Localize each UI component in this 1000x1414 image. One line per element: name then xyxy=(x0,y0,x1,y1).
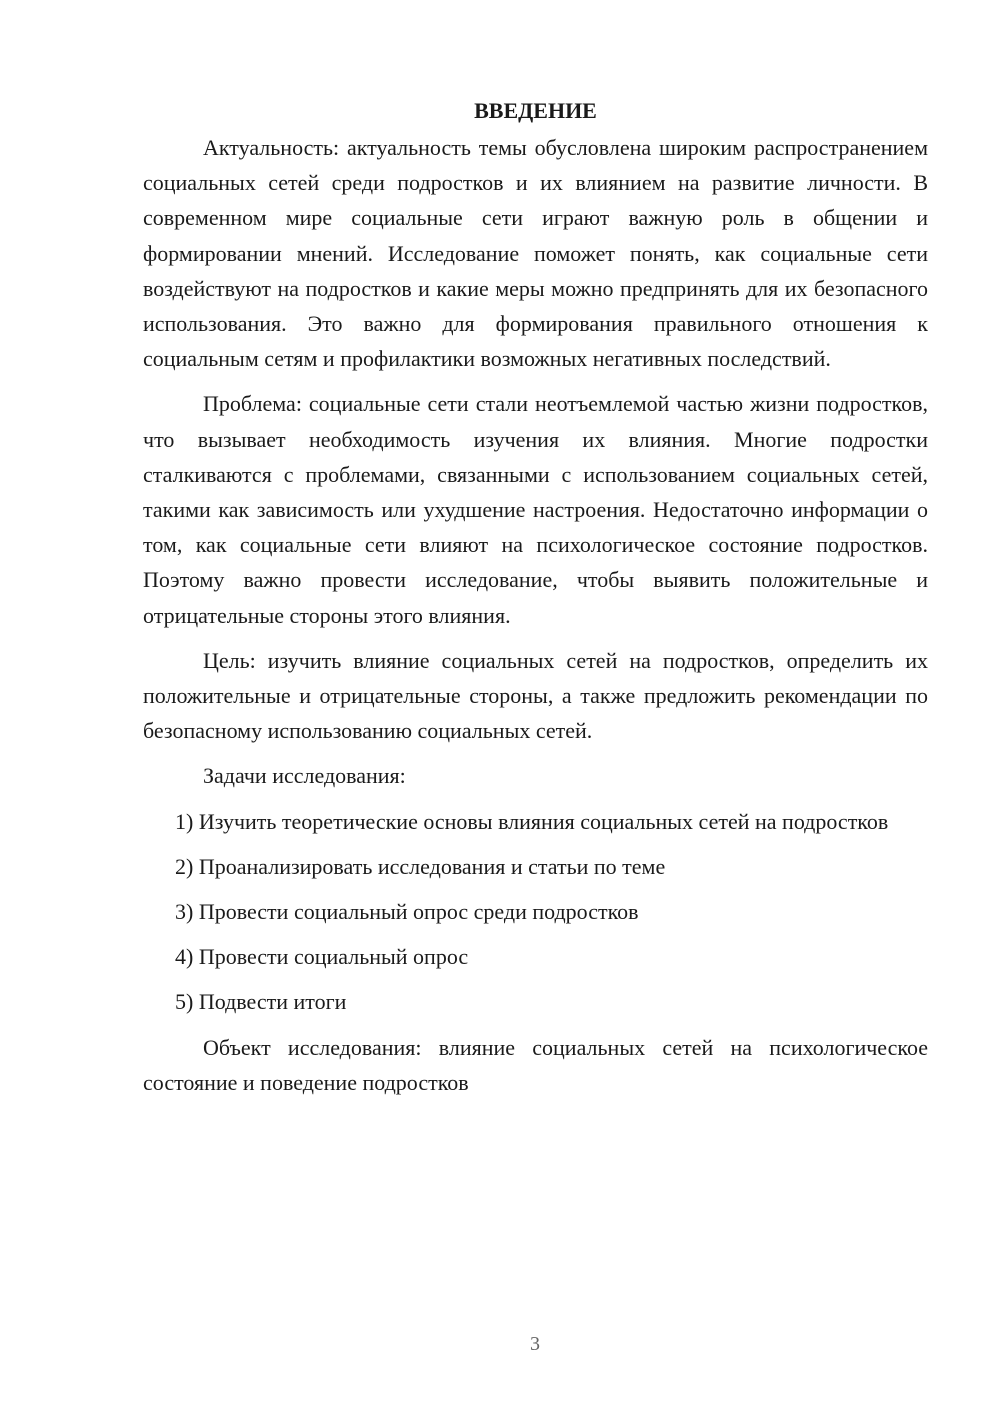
paragraph-problem: Проблема: социальные сети стали неотъемлемой частью жизни подростков, что вызывает необходимость изучения их влияния. Многие подростки сталкиваются с проблемами, связанными с использованием социальных сетей, такими как зависимость или ухудшение настроения. Недостаточно информации о том, как социальные сети влияют на психологическое состояние подростков. Поэтому важно провести исследование, чтобы выявить положительные и отрицательные стороны этого влияния. xyxy=(143,391,928,628)
task-number: 4) xyxy=(175,944,194,970)
task-number: 2) xyxy=(175,853,194,879)
task-item-2 xyxy=(143,849,928,884)
page-title: ВВЕДЕНИЕ xyxy=(474,98,597,123)
task-item-1 xyxy=(143,804,928,839)
document-body xyxy=(143,92,928,1110)
paragraph-tasks-heading: Задачи исследования: xyxy=(203,763,406,789)
task-text: Провести социальный опрос среди подростков xyxy=(198,899,639,925)
paragraph-research-object: Объект исследования: влияние социальных сетей на психологическое состояние и поведение подростков xyxy=(143,1034,928,1095)
task-number: 3) xyxy=(175,899,194,925)
task-number: 1) xyxy=(175,808,194,834)
task-item-5 xyxy=(143,984,928,1019)
paragraph-goal: Цель: изучить влияние социальных сетей на подростков, определить их положительные и отрицательные стороны, а также предложить рекомендации по безопасному использованию социальных сетей. xyxy=(143,647,928,744)
task-item-3 xyxy=(143,894,928,929)
page-number: 3 xyxy=(530,1333,540,1355)
paragraph-relevance: Актуальность: актуальность темы обусловлена широким распространением социальных сетей среди подростков и их влиянием на развитие личности. В современном мире социальные сети играют важную роль в общении и формировании мнений. Исследование поможет понять, как социальные сети воздействуют на подростков и какие меры можно предпринять для их безопасного использования. Это важно для формирования правильного отношения к социальным сетям и профилактики возможных негативных последствий. xyxy=(143,135,928,372)
task-text: Изучить теоретические основы влияния социальных сетей на подростков xyxy=(198,808,889,834)
task-text: Провести социальный опрос xyxy=(198,944,469,970)
task-number: 5) xyxy=(175,989,194,1015)
task-text: Подвести итоги xyxy=(198,989,347,1015)
task-item-4 xyxy=(143,939,928,974)
task-text: Проанализировать исследования и статьи по теме xyxy=(198,853,666,879)
